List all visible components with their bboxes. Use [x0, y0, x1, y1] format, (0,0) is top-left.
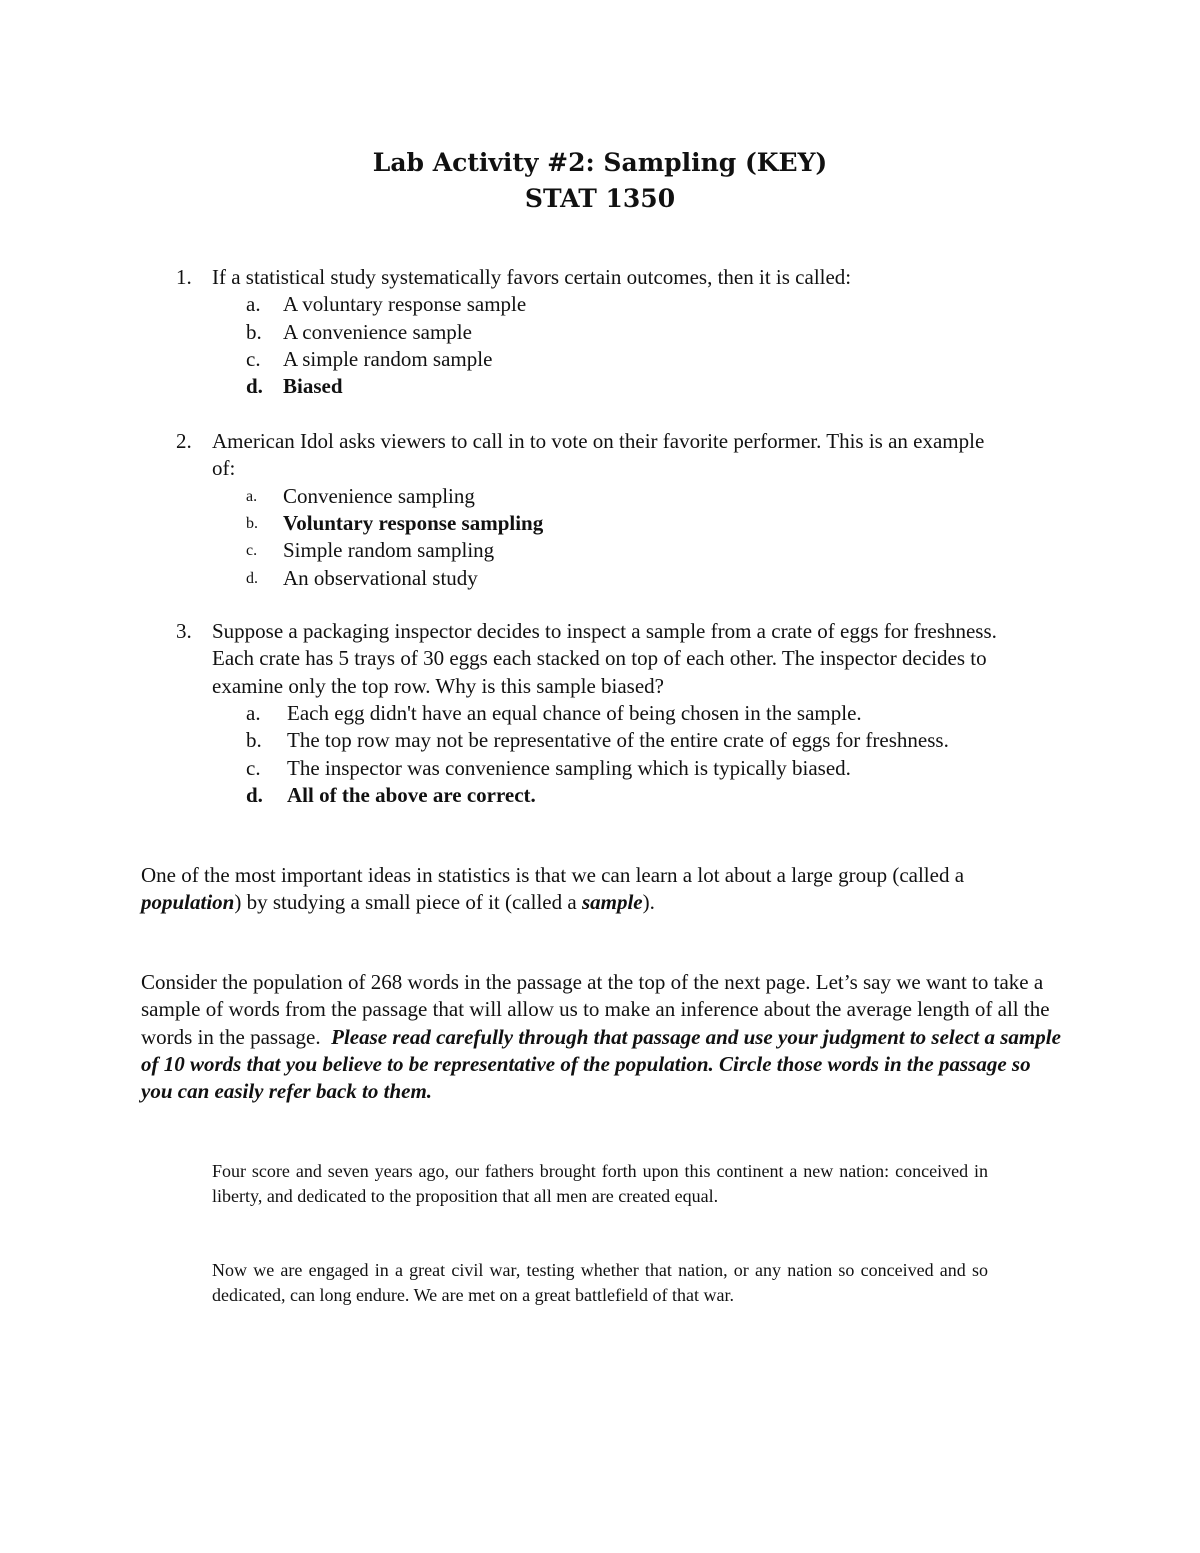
option-letter: c.: [246, 346, 261, 371]
passage-paragraph-1: Four score and seven years ago, our fathers brought forth upon this continent a new nation: conceived in liberty, and dedicated to the proposition that all men are created equal.: [212, 1161, 988, 1206]
option-text: Voluntary response sampling: [283, 510, 544, 535]
option-text: Each egg didn't have an equal chance of being chosen in the sample.: [287, 700, 862, 725]
intro-text-1: One of the most important ideas in statistics is that we can learn a lot about a large group (called a: [141, 863, 965, 887]
option-text: The top row may not be representative of the entire crate of eggs for freshness.: [287, 728, 949, 753]
intro-text-3: ).: [642, 890, 655, 915]
option-letter: c.: [246, 542, 258, 560]
intro-text-2: ) by studying a small piece of it (called a: [234, 890, 582, 915]
intro-paragraph: [141, 862, 1061, 917]
option-letter: a.: [246, 487, 258, 505]
option-letter: a.: [246, 700, 261, 725]
question-number: 2.: [176, 429, 192, 453]
question-number: 1.: [176, 265, 192, 289]
option-text: Convenience sampling: [283, 483, 475, 508]
question-number: 3.: [176, 619, 192, 643]
question-stem: American Idol asks viewers to call in to vote on their favorite performer. This is an example of:: [212, 429, 985, 481]
question-stem: If a statistical study systematically favors certain outcomes, then it is called:: [212, 265, 852, 289]
passage-paragraph-2: Now we are engaged in a great civil war, testing whether that nation, or any nation so conceived and so dedicated, can long endure. We are met on a great battlefield of that war.: [212, 1260, 988, 1305]
option-text: The inspector was convenience sampling which is typically biased.: [287, 755, 851, 780]
instructions-paragraph: [141, 969, 1061, 1105]
option-text: A convenience sample: [283, 319, 472, 344]
option-text: Biased: [283, 374, 343, 399]
term-sample: sample: [581, 890, 643, 915]
option-letter: d.: [246, 782, 263, 807]
option-text: A simple random sample: [283, 346, 493, 371]
option-letter: a.: [246, 292, 261, 317]
page-title: Lab Activity #2: Sampling (KEY): [372, 148, 828, 177]
instructions-text: Consider the population of 268 words in the passage at the top of the next page. Let’s say we want to take a sample of words from the passage that will allow us to make an inference about the average length of all the words in the passage.: [141, 970, 1050, 1049]
option-letter: b.: [246, 319, 262, 344]
option-letter: b.: [246, 514, 258, 532]
option-text: All of the above are correct.: [287, 782, 536, 807]
instructions-emphasis: Please read carefully through that passage and use your judgment to select a sample of 10 words that you believe to be representative of the population. Circle those words in the passage so you can easily refer back to them.: [141, 1024, 1061, 1104]
question-stem: Suppose a packaging inspector decides to inspect a sample from a crate of eggs for freshness. Each crate has 5 trays of 30 eggs each stacked on top of each other. The inspector decides to examine only the top row. Why is this sample biased?: [212, 619, 997, 698]
course-code: STAT 1350: [524, 184, 676, 213]
option-letter: c.: [246, 755, 261, 780]
option-letter: b.: [246, 728, 262, 753]
term-population: population: [141, 890, 235, 915]
option-text: An observational study: [283, 565, 478, 590]
option-letter: d.: [246, 569, 258, 587]
option-letter: d.: [246, 374, 263, 399]
option-text: A voluntary response sample: [283, 292, 527, 317]
option-text: Simple random sampling: [283, 538, 495, 563]
